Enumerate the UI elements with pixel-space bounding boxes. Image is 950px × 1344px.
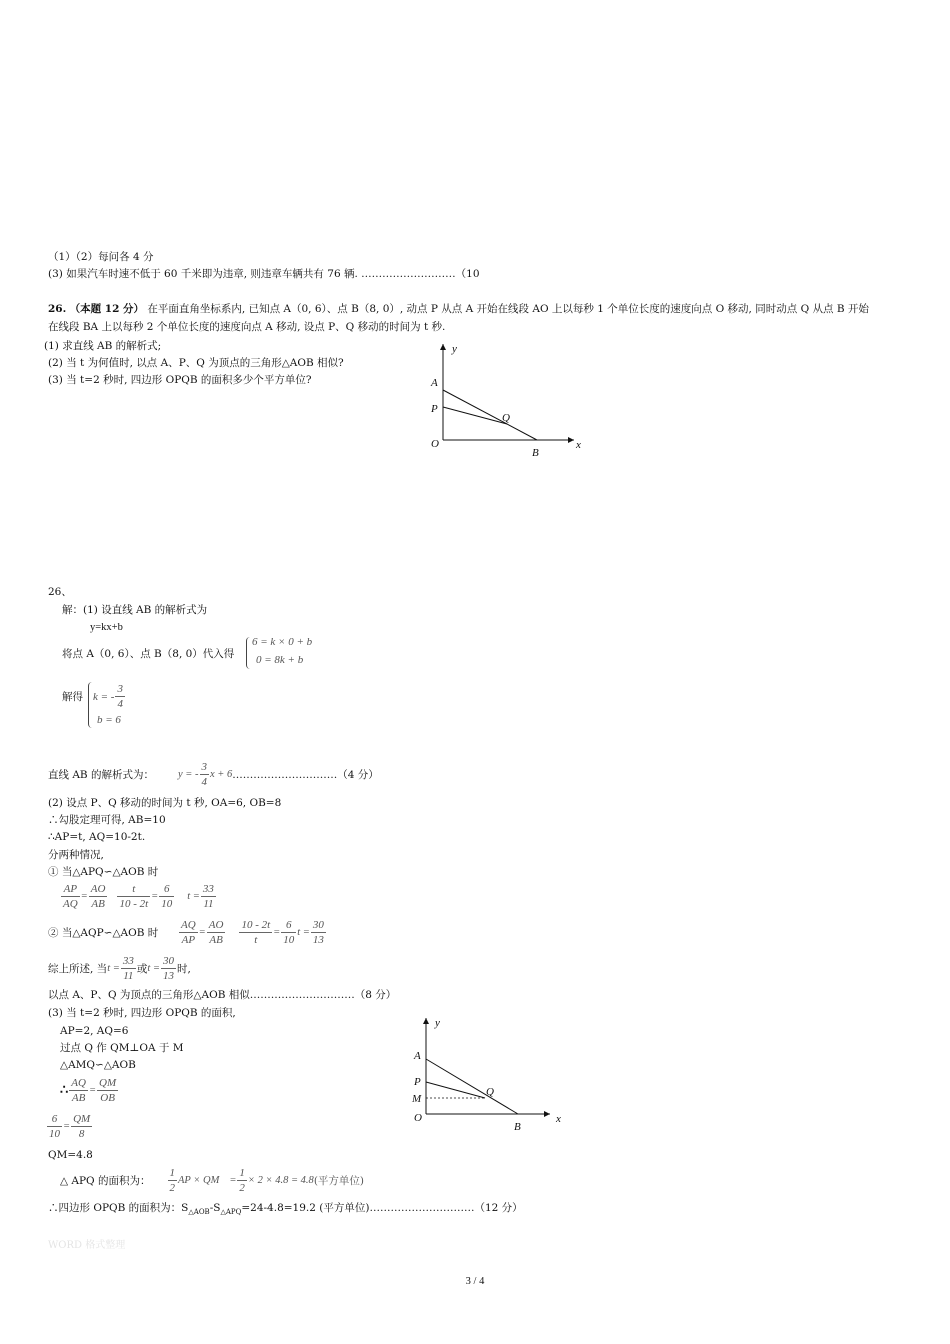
solution-general-form: y=kx+b: [90, 622, 123, 633]
label-x: x: [576, 439, 581, 451]
k-solution: [93, 682, 126, 711]
c1-t: t =: [187, 890, 200, 902]
therefore-symbol: ∴: [60, 1082, 69, 1098]
c1-frac-answer: [201, 882, 216, 911]
system1-eq1: 6 = k × 0 + b: [252, 636, 313, 648]
score-4: …………………………（4 分）: [232, 768, 379, 781]
k-fraction: [115, 682, 125, 711]
part3-construct: 过点 Q 作 QM⊥OA 于 M: [60, 1042, 184, 1054]
c1-frac-6-10: [159, 882, 174, 911]
half-frac-2: [237, 1166, 247, 1195]
coordinate-figure-2: [400, 1012, 570, 1137]
summary-text: 综上所述, 当: [48, 962, 108, 975]
summary-end: 时,: [176, 962, 191, 975]
s17f1n: 6: [47, 1112, 62, 1127]
case-1-equation: $\frac{AP}{AQ}$ = $\frac{AO}{AB}$ $\frac{t}{10 - 2t}$ = $\frac{6}{10}$ t = $\frac{33}{11}$: [63, 883, 214, 910]
c1f2d: AB: [91, 898, 105, 910]
minus-s: -S: [209, 1202, 221, 1214]
c1f1n: AP: [61, 882, 80, 897]
label-a: A: [431, 377, 438, 389]
c2f4n: 6: [281, 918, 296, 933]
line-eq-a: y = -: [178, 768, 199, 780]
label-y-2: y: [435, 1017, 440, 1029]
watermark-text: WORD 格式整理: [48, 1240, 126, 1251]
c1f5d: 11: [203, 898, 214, 910]
quad-area-result: =24-4.8=19.2 (平方单位)…………………………（12 分）: [241, 1202, 523, 1214]
b-solution: b = 6: [97, 714, 121, 726]
part2-cases: 分两种情况,: [48, 849, 104, 861]
c2f4d: 10: [283, 934, 295, 946]
c1f3n: t: [117, 882, 150, 897]
segment-ab-2: [426, 1059, 518, 1114]
sub-aob: △AOB: [188, 1208, 210, 1217]
c2-frac-ao-ab: [207, 918, 226, 947]
s10f2n: 30: [162, 955, 174, 967]
s10f1n: 33: [122, 955, 134, 967]
ratio-6-10: [47, 1112, 62, 1141]
c1-frac-t: [117, 882, 150, 911]
s16f1n: AQ: [71, 1077, 86, 1089]
k-den: 4: [117, 698, 123, 710]
line-slope-fraction: [200, 760, 210, 789]
question-2: (2) 当 t 为何值时, 以点 A、P、Q 为顶点的三角形△AOB 相似?: [48, 357, 344, 369]
c1f4n: 6: [159, 882, 174, 897]
part2-ab: ∴勾股定理可得, AB=10: [48, 814, 166, 826]
s17f2d: 8: [78, 1128, 85, 1140]
triangle-area-label: △ APQ 的面积为：: [60, 1174, 151, 1187]
area-calc: × 2 × 4.8 = 4.8: [247, 1174, 314, 1186]
c2f2n: AO: [208, 919, 224, 931]
c2f1d: AP: [181, 934, 196, 946]
problem-number: 26.: [48, 303, 67, 315]
line-eq-b: x + 6: [210, 768, 233, 780]
system1-eq2: 0 = 8k + b: [256, 654, 304, 666]
c2f5n: 30: [312, 919, 324, 931]
label-a-2: A: [414, 1050, 421, 1062]
sub-apq: △APQ: [220, 1208, 242, 1217]
label-p: P: [431, 403, 438, 415]
summary-frac-2: [161, 954, 176, 983]
problem-stem-text1: 在平面直角坐标系内, 已知点 A（0, 6）、点 B（8, 0）, 动点 P 从点 A 开始在线段 AO 上以每秒 1 个单位长度的速度向点 O 移动, 同时动点 Q 从点 B 开始: [147, 303, 869, 315]
quadrilateral-area: [48, 1201, 523, 1219]
k-num: 3: [117, 683, 123, 695]
summary-t1: t =: [107, 962, 120, 974]
case-1-label: ① 当△APQ∽△AOB 时: [48, 866, 159, 878]
line-result-eq: [178, 760, 379, 789]
prev-answer-3: (3) 如果汽车时速不低于 60 千米即为违章, 则违章车辆共有 76 辆. ………………………（10: [48, 268, 480, 280]
page-number: 3 / 4: [465, 1276, 485, 1287]
problem-points: （本题 12 分）: [69, 303, 145, 315]
label-q-2: Q: [486, 1086, 494, 1098]
c2-frac-aq-ap: [179, 918, 198, 947]
c2-t: t =: [297, 926, 310, 938]
s10f2d: 13: [162, 970, 174, 982]
s19f1d: 2: [169, 1182, 176, 1194]
part3-ratio-values: $\frac{6}{10}$ = $\frac{QM}{8}$: [49, 1113, 91, 1140]
c2-frac-t: [239, 918, 272, 947]
area-unit: (平方单位): [313, 1174, 365, 1187]
label-x-2: x: [556, 1113, 561, 1125]
segment-ab: [443, 390, 537, 440]
label-y: y: [452, 343, 457, 355]
s16f2n: QM: [99, 1077, 117, 1089]
label-b-2: B: [514, 1121, 521, 1133]
s17f1d: 10: [49, 1128, 60, 1140]
line-result-label: 直线 AB 的解析式为：: [48, 769, 154, 781]
s16f1d: AB: [71, 1092, 86, 1104]
coordinate-figure-1: [420, 338, 590, 463]
label-q: Q: [502, 412, 510, 424]
equals-sign: =: [229, 1174, 237, 1186]
solve-label: 解得: [62, 691, 83, 703]
solution-step-1: 解：(1) 设直线 AB 的解析式为: [62, 604, 208, 616]
segment-pq-2: [426, 1082, 485, 1098]
prev-score-note: （1）（2）每问各 4 分: [48, 251, 154, 263]
question-3: (3) 当 t=2 秒时, 四边形 OPQB 的面积多少个平方单位?: [48, 374, 312, 386]
solution-header: 26、: [48, 586, 72, 598]
part3-similar: △AMQ∽△AOB: [60, 1059, 136, 1071]
s19f2n: 1: [239, 1167, 245, 1179]
s19f1n: 1: [169, 1167, 176, 1179]
c1f3d: 10 - 2t: [119, 898, 149, 910]
c1f2n: AO: [90, 883, 106, 895]
part3-ap-aq: AP=2, AQ=6: [60, 1025, 129, 1037]
s19f2d: 2: [239, 1182, 245, 1194]
summary-frac-1: [121, 954, 136, 983]
label-b: B: [532, 447, 539, 459]
c1f5n: 33: [202, 883, 214, 895]
part2-ap-aq: ∴AP=t, AQ=10-2t.: [48, 831, 146, 843]
problem-stem-line2: 在线段 BA 上以每秒 2 个单位长度的速度向点 A 移动, 设点 P、Q 移动的时间为 t 秒.: [48, 321, 446, 333]
line-den: 4: [201, 776, 207, 788]
part2-conclusion: 以点 A、P、Q 为顶点的三角形△AOB 相似…………………………（8 分）: [48, 989, 397, 1001]
label-p-2: P: [414, 1076, 421, 1088]
c1f4d: 10: [161, 898, 173, 910]
s16f2d: OB: [100, 1092, 115, 1104]
problem-stem-line1: [48, 302, 869, 316]
question-1: (1) 求直线 AB 的解析式;: [44, 340, 162, 352]
c2f1n: AQ: [181, 919, 196, 931]
summary-t2: t =: [147, 962, 160, 974]
k-eq: k = -: [93, 690, 115, 703]
case-2-label: ② 当△AQP∽△AOB 时: [48, 927, 159, 939]
c2f2d: AB: [209, 934, 223, 946]
c1-frac-ap-aq: [61, 882, 80, 911]
ap-times-qm: AP × QM: [178, 1174, 220, 1186]
case-2-equation: $\frac{AQ}{AP}$ = $\frac{AO}{AB}$ $\frac{10 - 2t}{t}$ = $\frac{6}{10}$ t = $\frac{30}{13}$: [181, 919, 324, 946]
label-o-2: O: [414, 1112, 422, 1124]
summary-line: [48, 954, 191, 983]
c2f5d: 13: [312, 934, 324, 946]
ratio-aq-ab: [69, 1076, 88, 1105]
c1-frac-ao-ab: [89, 882, 108, 911]
label-m-2: M: [412, 1093, 422, 1105]
solution-substitute: 将点 A（0, 6）、点 B（8, 0）代入得: [62, 648, 235, 660]
c2-frac-6-10: [281, 918, 296, 947]
c1f1d: AQ: [63, 898, 78, 910]
c2-frac-answer: [311, 918, 326, 947]
ratio-qm-ob: [97, 1076, 118, 1105]
half-frac-1: [168, 1166, 178, 1195]
c2f3n: 10 - 2t: [241, 919, 271, 931]
c2f3d: t: [254, 934, 258, 946]
label-o: O: [431, 438, 439, 450]
part3-intro: (3) 当 t=2 秒时, 四边形 OPQB 的面积,: [48, 1007, 236, 1019]
line-num: 3: [201, 761, 207, 773]
summary-or: 或: [136, 962, 148, 975]
s10f1d: 11: [123, 970, 134, 982]
segment-pq: [443, 407, 507, 424]
part2-intro: (2) 设点 P、Q 移动的时间为 t 秒, OA=6, OB=8: [48, 797, 282, 809]
s17f2n: QM: [73, 1113, 91, 1125]
quad-area-label: ∴四边形 OPQB 的面积为：S: [48, 1202, 189, 1214]
qm-value: QM=4.8: [48, 1149, 93, 1161]
triangle-area-line: [60, 1166, 364, 1195]
part3-ratio: ∴ $\frac{AQ}{AB}$ = $\frac{QM}{OB}$: [60, 1077, 117, 1104]
ratio-qm-8: [71, 1112, 92, 1141]
